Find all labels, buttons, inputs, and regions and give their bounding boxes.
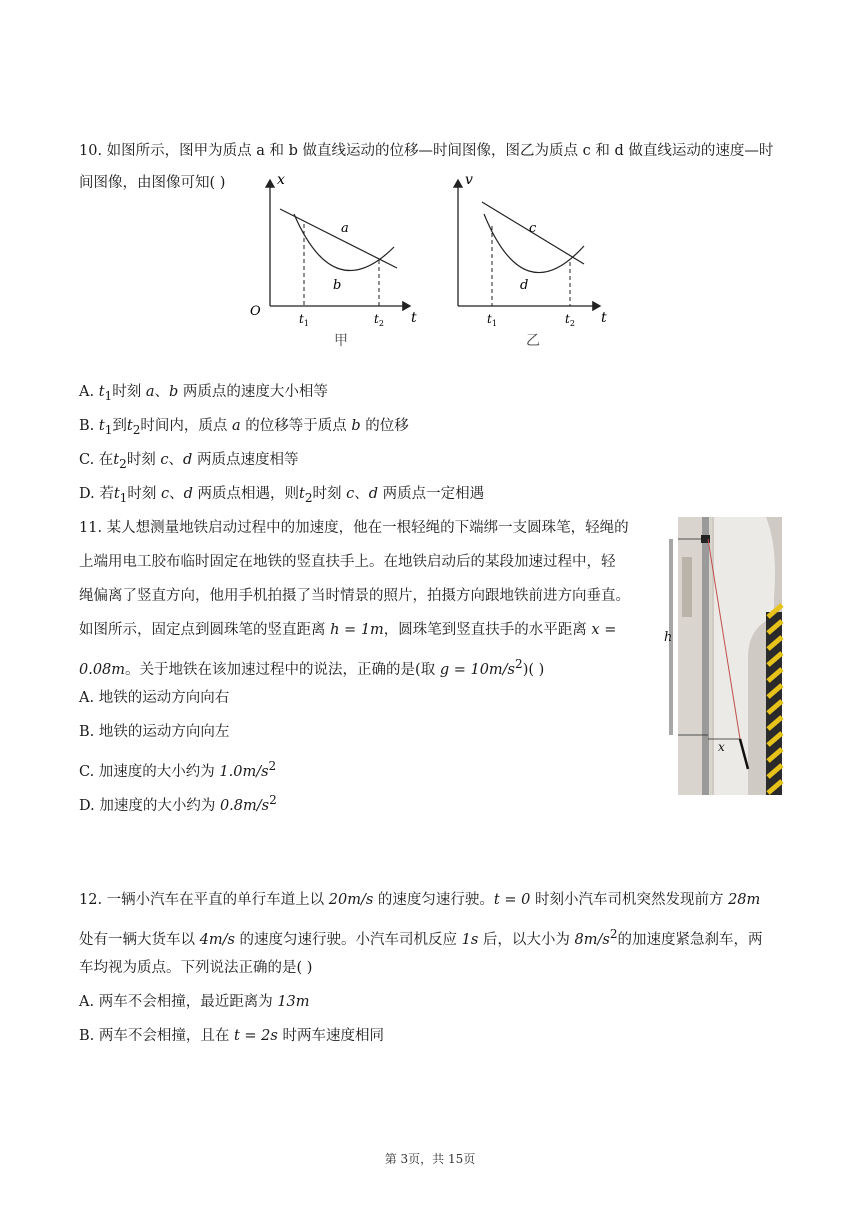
- t1-label: $t_1$: [487, 312, 497, 328]
- q10-stem-line1: 10. 如图所示，图甲为质点 a 和 b 做直线运动的位移—时间图像，图乙为质点 c 和 d 做直线运动的速度—时: [79, 143, 774, 159]
- page-footer: 第 3页，共 15页: [384, 1152, 476, 1166]
- q11-option-d: D. 加速度的大小约为 $0.8m/s^2$: [79, 793, 277, 814]
- label-a: a: [341, 221, 349, 236]
- q10-option-b: B. $t_1$到$t_2$时间内，质点 a 的位移等于质点 b 的位移: [79, 418, 409, 437]
- label-c: c: [529, 221, 537, 236]
- subway-handrail-photo: [664, 517, 782, 795]
- t1-label: $t_1$: [299, 312, 309, 328]
- label-b: b: [333, 278, 342, 293]
- label-d: d: [520, 278, 529, 293]
- x-axis-label: t: [411, 310, 417, 326]
- q11-stem-line3: 绳偏离了竖直方向，他用手机拍摄了当时情景的照片，拍摄方向跟地铁前进方向垂直。: [79, 588, 630, 604]
- photo-label-x: x: [718, 740, 725, 754]
- q12-option-b: B. 两车不会相撞，且在 t = 2s 时两车速度相同: [79, 1028, 384, 1044]
- q11-option-a: A. 地铁的运动方向向右: [79, 690, 230, 706]
- y-axis-label: x: [277, 172, 285, 188]
- q10-stem-line2: 间图像，由图像可知( ): [79, 175, 226, 191]
- q11-option-c: C. 加速度的大小约为 $1.0m/s^2$: [79, 759, 277, 780]
- q12-stem-line1: 12. 一辆小汽车在平直的单行车道上以 20m/s 的速度匀速行驶。t = 0 时刻小汽车司机突然发现前方 28m: [79, 892, 761, 908]
- q11-stem-line2: 上端用电工胶布临时固定在地铁的竖直扶手上。在地铁启动后的某段加速过程中，轻: [79, 554, 616, 570]
- photo-label-h: h: [664, 630, 673, 645]
- q11-option-b: B. 地铁的运动方向向左: [79, 724, 230, 740]
- graph-jia: [244, 172, 424, 352]
- q11-stem-line5: 0.08m。关于地铁在该加速过程中的说法，正确的是(取 $g = 10m/s^2$)( ): [79, 657, 545, 678]
- origin-label: O: [250, 304, 261, 319]
- t2-label: $t_2$: [565, 312, 575, 328]
- y-axis-label: v: [465, 172, 473, 188]
- graph-caption: 乙: [526, 333, 540, 349]
- q10-option-a: A. $t_1$时刻 a、b 两质点的速度大小相等: [79, 384, 328, 403]
- q12-stem-line2: 处有一辆大货车以 4m/s 的速度匀速行驶。小汽车司机反应 1s 后，以大小为 $8m/s^2$的加速度紧急刹车，两: [79, 927, 763, 948]
- q11-stem-line1: 11. 某人想测量地铁启动过程中的加速度，他在一根轻绳的下端绑一支圆珠笔，轻绳的: [79, 520, 629, 536]
- t2-label: $t_2$: [374, 312, 384, 328]
- q11-stem-line4: 如图所示，固定点到圆珠笔的竖直距离 h = 1m，圆珠笔到竖直扶手的水平距离 x =: [79, 622, 617, 638]
- q10-option-c: C. 在$t_2$时刻 c、d 两质点速度相等: [79, 452, 299, 471]
- graph-yi: [434, 172, 614, 352]
- q12-option-a: A. 两车不会相撞，最近距离为 13m: [79, 994, 310, 1010]
- q12-stem-line3: 车均视为质点。下列说法正确的是( ): [79, 960, 313, 976]
- x-axis-label: t: [601, 310, 607, 326]
- graph-caption: 甲: [334, 333, 348, 349]
- q10-option-d: D. 若$t_1$时刻 c、d 两质点相遇，则$t_2$时刻 c、d 两质点一定相遇: [79, 486, 485, 505]
